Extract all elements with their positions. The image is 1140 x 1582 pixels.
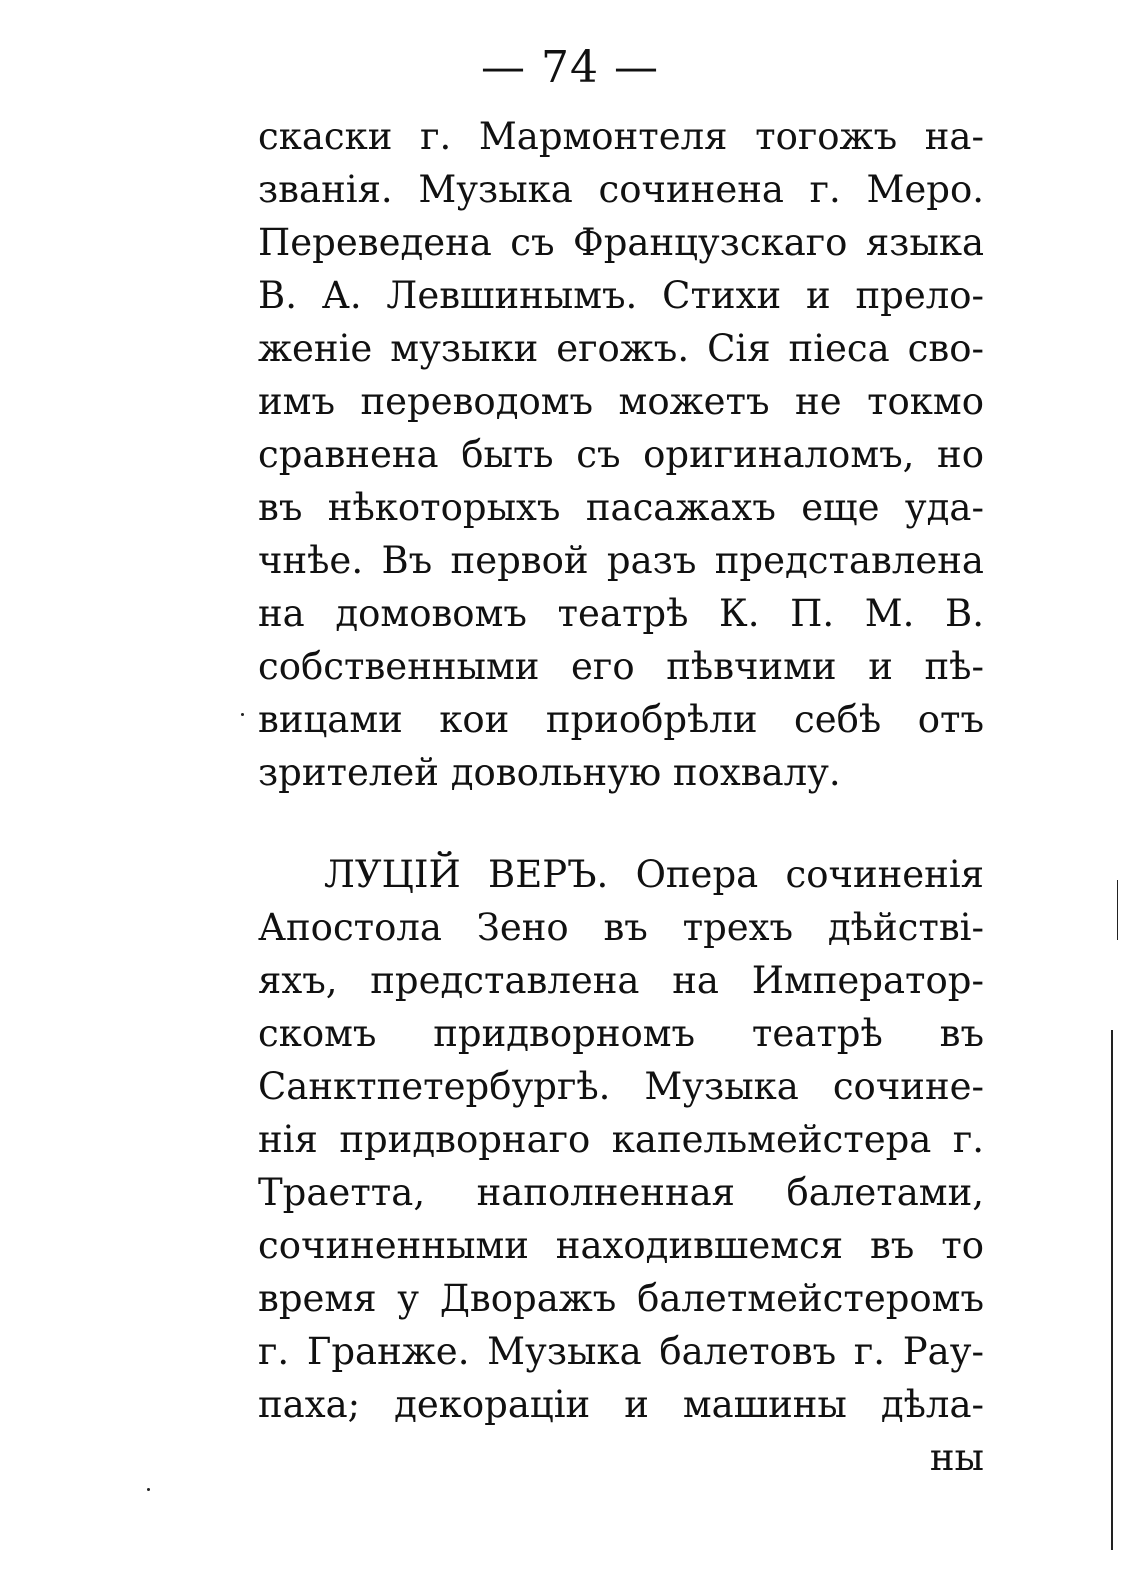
page-number: — 74 — [481,42,659,93]
text-line: Санктпетербургѣ. Музыка сочине- [258,1065,984,1108]
page-edge-mark [1111,1030,1113,1550]
scan-speck [147,1488,150,1491]
text-line: скаски г. Мармонтеля тогожъ на- [258,115,984,158]
text-line: въ нѣкоторыхъ пасажахъ еще уда- [258,486,984,529]
page-edge-mark [1117,880,1118,940]
text-line: сравнена быть съ оригиналомъ, но [258,433,984,476]
catchword: ны [929,1436,984,1479]
text-line: Переведена съ Французскаго языка [258,221,984,264]
scan-speck [241,713,244,716]
paragraph-2 [258,848,984,1484]
paragraph-heading-line: ЛУЦІЙ ВЕРЪ. Опера сочиненія [324,853,984,896]
text-line: паха; декораціи и машины дѣла- [258,1383,984,1426]
text-line: скомъ придворномъ театрѣ въ [258,1012,984,1055]
text-line: зрителей довольную похвалу. [258,751,841,794]
text-line: чнѣе. Въ первой разъ представлена [258,539,984,582]
text-line: собственными его пѣвчими и пѣ- [258,645,984,688]
text-line: нія придворнаго капельмейстера г. [258,1118,984,1161]
text-line: В. А. Левшинымъ. Стихи и прело- [258,274,984,317]
text-line: г. Гранже. Музыка балетовъ г. Рау- [258,1330,984,1373]
text-line: яхъ, представлена на Император- [258,959,984,1002]
text-line: Траетта, наполненная балетами, [258,1171,984,1214]
text-line: вицами кои приобрѣли себѣ отъ [258,698,984,741]
text-line: женіе музыки егожъ. Сія піеса сво- [258,327,984,370]
paragraph-1 [258,110,984,799]
text-line: сочиненными находившемся въ то [258,1224,984,1267]
text-line: на домовомъ театрѣ К. П. М. В. [258,592,984,635]
text-line: Апостола Зено въ трехъ дѣйстві- [258,906,984,949]
text-line: время у Дворажъ балетмейстеромъ [258,1277,984,1320]
text-line: имъ переводомъ можетъ не токмо [258,380,984,423]
text-line: званія. Музыка сочинена г. Меро. [258,168,984,211]
